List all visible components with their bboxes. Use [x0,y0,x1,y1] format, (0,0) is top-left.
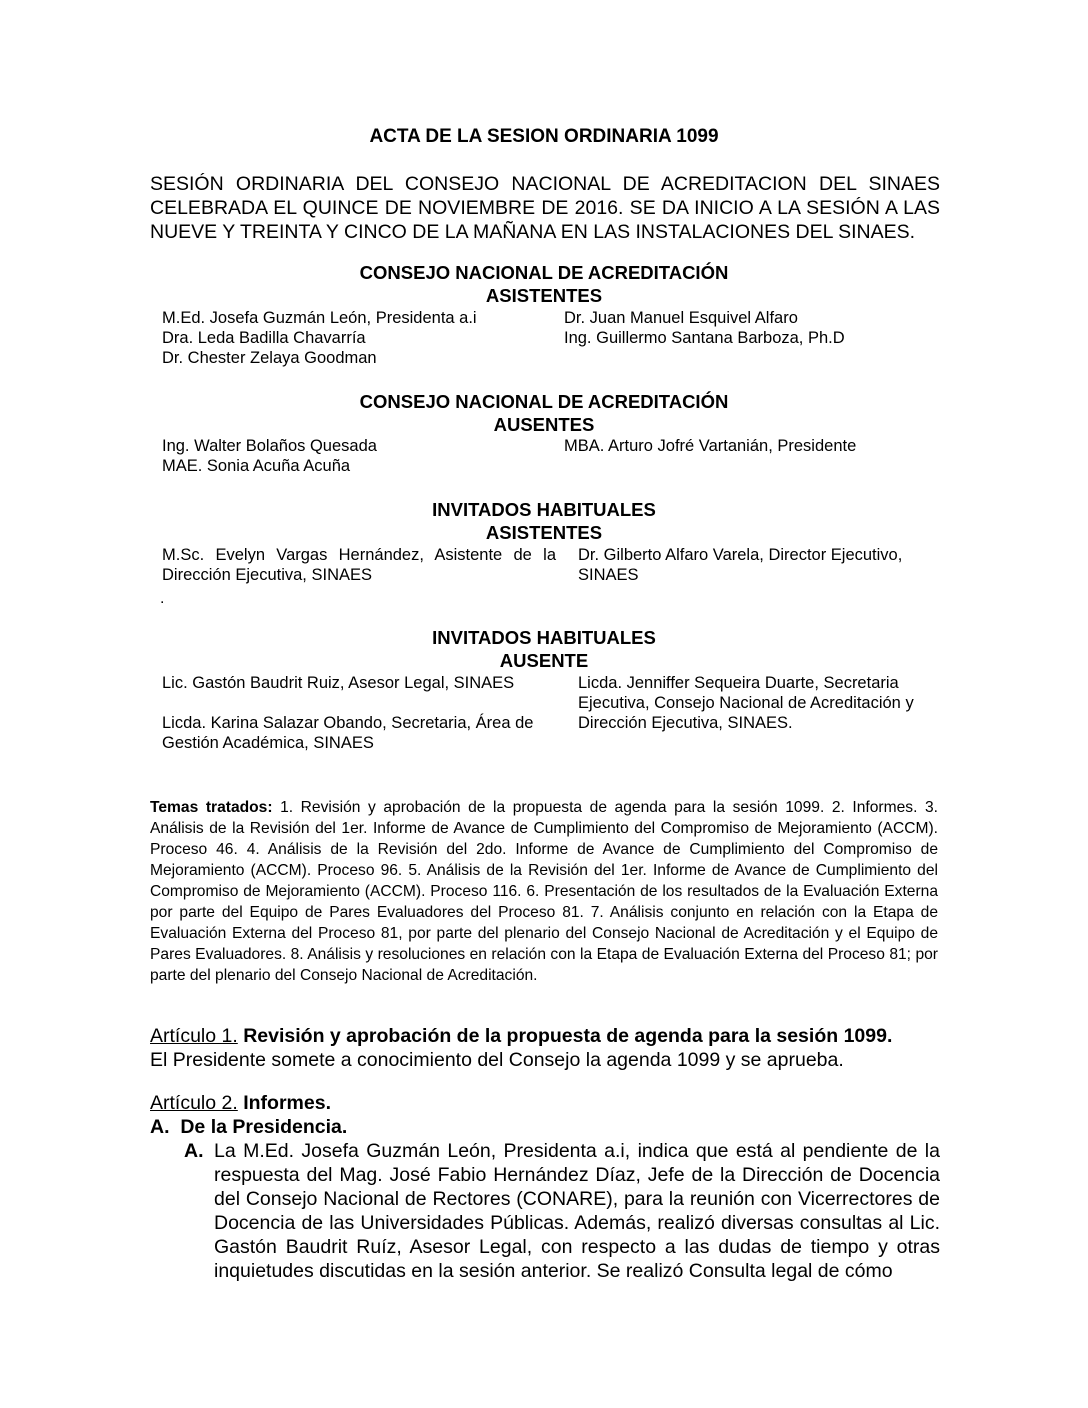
attendee: Dr. Juan Manuel Esquivel Alfaro [564,309,798,327]
absentee: MAE. Sonia Acuña Acuña [162,457,351,475]
article-2-label: Artículo 2. [150,1092,238,1114]
section-4-subheading: AUSENTE [499,650,589,671]
article-1-heading: Revisión y aprobación de la propuesta de agenda para la sesión 1099. [237,1025,893,1047]
presidency-item [184,1139,940,1283]
section-4-left-list [162,673,558,753]
section-2-subheading: AUSENTES [493,414,595,435]
attendee: M.Ed. Josefa Guzmán León, Presidenta a.i [162,309,477,327]
section-2-left-list [162,436,552,476]
article-1-label: Artículo 1. [150,1025,238,1047]
absentee: Ing. Walter Bolaños Quesada [162,437,377,455]
section-3-right-list [578,545,940,585]
subsection-heading: De la Presidencia. [180,1116,348,1138]
section-2-heading: CONSEJO NACIONAL DE ACREDITACIÓN [359,391,729,412]
section-4-right-list [578,673,940,733]
section-3-subheading: ASISTENTES [485,522,603,543]
section-4-heading: INVITADOS HABITUALES [432,627,656,648]
session-intro: SESIÓN ORDINARIA DEL CONSEJO NACIONAL DE ACREDITACION DEL SINAES CELEBRADA EL QUINCE DE NOVIEMBRE DE 2016. SE DA INICIO A LA SESIÓN A LAS NUEVE Y TREINTA Y CINCO DE LA MAÑANA EN LAS INSTALACIONES DEL SINAES. [150,173,940,243]
guest: Dr. Gilberto Alfaro Varela, Director Ejecutivo, SINAES [578,546,903,584]
attendee: Dr. Chester Zelaya Goodman [162,349,377,367]
section-3-left-list [162,545,556,585]
attendee: Ing. Guillermo Santana Barboza, Ph.D [564,329,845,347]
item-text: La M.Ed. Josefa Guzmán León, Presidenta a.i, indica que está al pendiente de la respuesta del Mag. José Fabio Hernández Díaz, Jefe de la Dirección de Docencia del Consejo Nacional de Rectores (CONARE), para la reunión con Vicerrectores de Docencia de las Universidades Públicas. Además, realizó diversas consultas al Lic. Gastón Baudrit Ruíz, Asesor Legal, con respecto a las dudas de tiempo y otras inquietudes discutidas en la sesión anterior. Se realizó Consulta legal de cómo [214,1140,940,1282]
absentee: MBA. Arturo Jofré Vartanián, Presidente [564,437,857,455]
section-1-left-list [162,308,552,368]
document-title: ACTA DE LA SESION ORDINARIA 1099 [369,126,719,147]
attendee: Dra. Leda Badilla Chavarría [162,329,366,347]
item-marker: A. [184,1140,204,1162]
guest: Licda. Jenniffer Sequeira Duarte, Secretaria Ejecutiva, Consejo Nacional de Acreditación y Dirección Ejecutiva, SINAES. [578,674,914,732]
topics-text: 1. Revisión y aprobación de la propuesta de agenda para la sesión 1099. 2. Informes. 3. Análisis de la Revisión del 1er. Informe de Avance de Cumplimiento del Compromiso de Mejoramiento (ACCM). Proceso 46. 4. Análisis de la Revisión del 2do. Informe de Avance de Cumplimiento del Compromiso de Mejoramiento (ACCM). Proceso 96. 5. Análisis de la Revisión del 1er. Informe de Avance de Cumplimiento del Compromiso de Mejoramiento (ACCM). Proceso 116. 6. Presentación de los resultados de la Evaluación Externa por parte del Equipo de Pares Evaluadores del Proceso 81. 7. Análisis conjunto en relación con la Etapa de Evaluación Externa del Proceso 81, por parte del plenario del Consejo Nacional de Acreditación y el Equipo de Pares Evaluadores. 8. Análisis y resoluciones en relación con la Etapa de Evaluación Externa del Proceso 81; por parte del plenario del Consejo Nacional de Acreditación. [150,799,938,984]
article-1-text: El Presidente somete a conocimiento del Consejo la agenda 1099 y se aprueba. [150,1049,844,1071]
section-2-right-list [564,436,940,456]
article-1 [150,1024,950,1072]
guest: M.Sc. Evelyn Vargas Hernández, Asistente de la Dirección Ejecutiva, SINAES [162,546,556,584]
section-1-right-list [564,308,940,348]
section-1-heading: CONSEJO NACIONAL DE ACREDITACIÓN [359,262,729,283]
guest: Lic. Gastón Baudrit Ruiz, Asesor Legal, SINAES [162,674,515,692]
article-2-heading: Informes. [237,1092,331,1114]
stray-mark: . [160,590,165,607]
topics-paragraph [150,797,938,986]
subsection-marker: A. [150,1116,170,1138]
article-2-subsection [150,1115,347,1139]
section-3-heading: INVITADOS HABITUALES [432,499,656,520]
section-1-subheading: ASISTENTES [485,285,603,306]
topics-label: Temas tratados: [150,799,273,816]
article-2 [150,1091,950,1115]
guest: Licda. Karina Salazar Obando, Secretaria, Área de Gestión Académica, SINAES [162,714,534,752]
